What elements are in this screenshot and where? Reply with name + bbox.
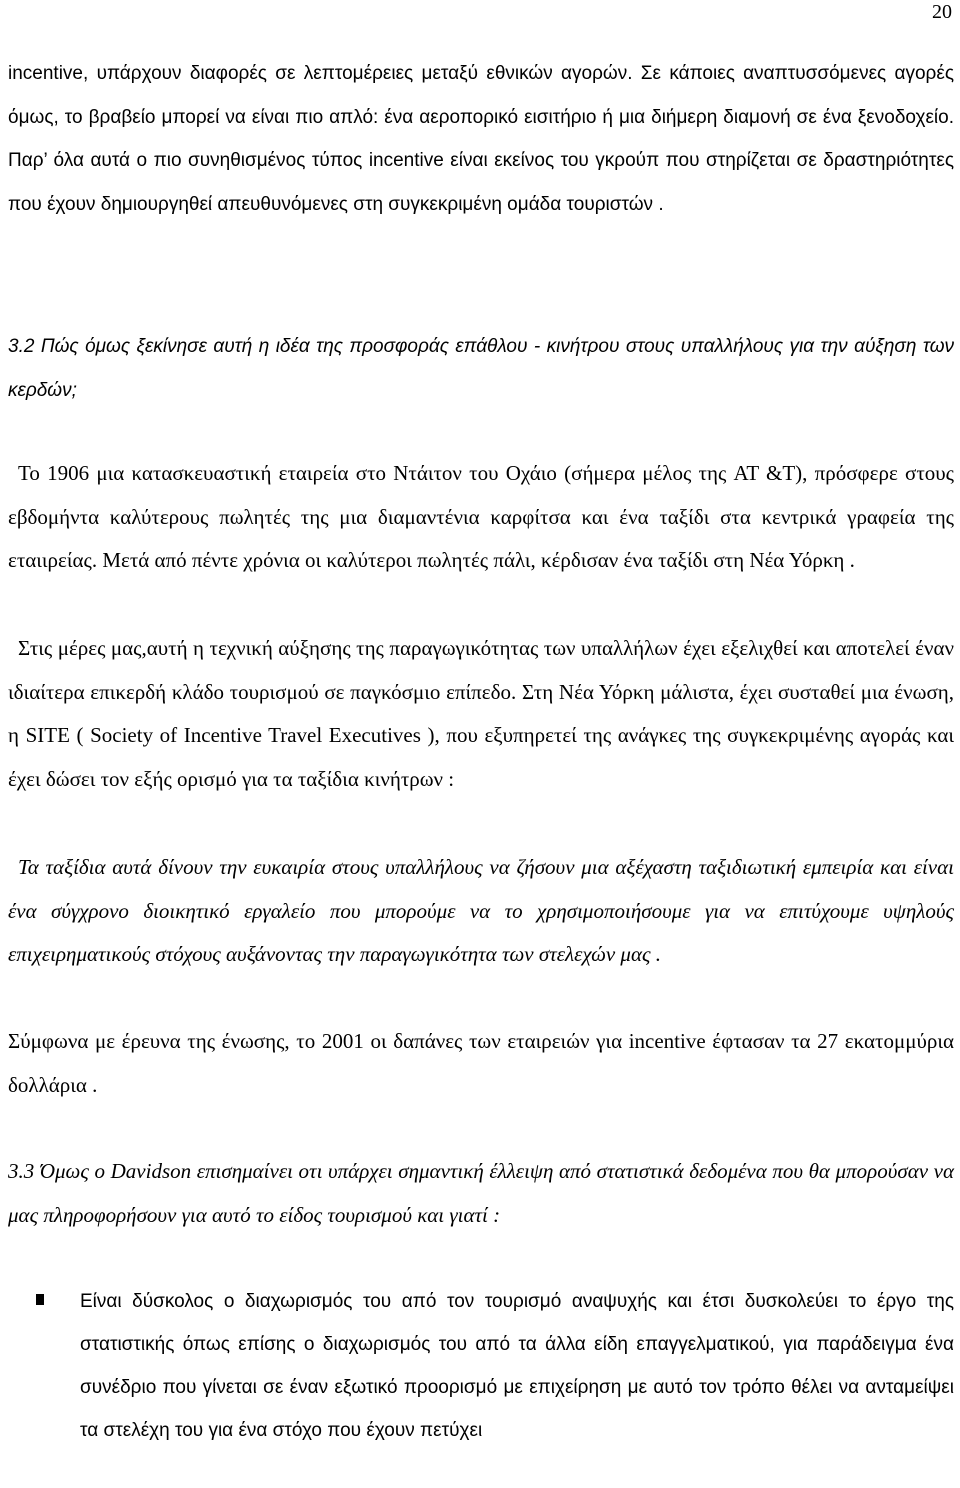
paragraph-history-1906: Το 1906 μια κατασκευαστική εταιρεία στο Ντάιτον του Οχάιο (σήμερα μέλος της AT &T), πρόσφερε στους εβδομήντα καλύτερους πωλητές της μια διαμαντένια καρφίτσα και ένα ταξίδι στα κεντρικά γραφεία της εταιιρείας. Μετά από πέντε χρόνια οι καλύτεροι πωλητές πάλι, κέρδισαν ένα ταξίδι στη Νέα Υόρκη . — [8, 461, 954, 572]
paragraph-site-association: Στις μέρες μας,αυτή η τεχνική αύξησης της παραγωγικότητας των υπαλλήλων έχει εξελιχθεί και αποτελεί έναν ιδιαίτερα επικερδή κλάδο τουρισμού σε παγκόσμιο επίπεδο. Στη Νέα Υόρκη μάλιστα, έχει συσταθεί μια ένωση, η SITE ( Society of Incentive Travel Executives ), που εξυπηρετεί της ανάγκες της συγκεκριμένης αγοράς και έχει δώσει τον εξής ορισμό για τα ταξίδια κινήτρων : — [8, 636, 954, 791]
paragraph-site-definition: Τα ταξίδια αυτά δίνουν την ευκαιρία στους υπαλλήλους να ζήσουν μια αξέχαστη ταξιδιωτική εμπειρία και είναι ένα σύγχρονο διοικητικό εργαλείο που μπορούμε να το χρησιμοποιήσουμε για να επιτύχουμε υψηλούς επιχειρηματικούς στόχους αυξάνοντας την παραγωγικότητα των στελεχών μας . — [8, 855, 954, 966]
page-number: 20 — [932, 1, 952, 23]
square-bullet-icon — [36, 1294, 44, 1305]
section-heading-3-2: 3.2 Πώς όμως ξεκίνησε αυτή η ιδέα της προσφοράς επάθλου - κινήτρου στους υπαλλήλους για την αύξηση των κερδών; — [8, 336, 954, 401]
bullet-item: Είναι δύσκολος ο διαχωρισμός του από τον τουρισμό αναψυχής και έτσι δυσκολεύει το έργο της στατιστικής όπως επίσης ο διαχωρισμός του από τα άλλα είδη επαγγελματικού, για παράδειγμα ένα συνέδριο που γίνεται σε έναν εξωτικό προορισμό με επιχείρηση με αυτό τον τρόπο θέλει να ανταμείψει τα στελέχη του για ένα στόχο που έχουν πετύχει — [80, 1291, 954, 1441]
section-heading-3-3: 3.3 Όμως ο Davidson επισημαίνει οτι υπάρχει σημαντική έλλειψη από στατιστικά δεδομένα που θα μπορούσαν να μας πληροφορήσουν για αυτό το είδος τουρισμού και γιατί : — [8, 1159, 954, 1227]
paragraph-incentive-differences: incentive, υπάρχουν διαφορές σε λεπτομέρειες μεταξύ εθνικών αγορών. Σε κάποιες αναπτυσσόμενες αγορές όμως, το βραβείο μπορεί να είναι πιο απλό: ένα αεροπορικό εισιτήριο ή μια διήμερη διαμονή σε ένα ξενοδοχείο. Παρ’ όλα αυτά ο πιο συνηθισμένος τύπος incentive είναι εκείνος του γκρούπ που στηρίζεται σε δραστηριότητες που έχουν δημιουργηθεί απευθυνόμενες στη συγκεκριμένη ομάδα τουριστών . — [8, 63, 954, 215]
paragraph-spending-2001: Σύμφωνα με έρευνα της ένωσης, το 2001 οι δαπάνες των εταιρειών για incentive έφτασαν τα 27 εκατομμύρια δολλάρια . — [8, 1029, 954, 1097]
